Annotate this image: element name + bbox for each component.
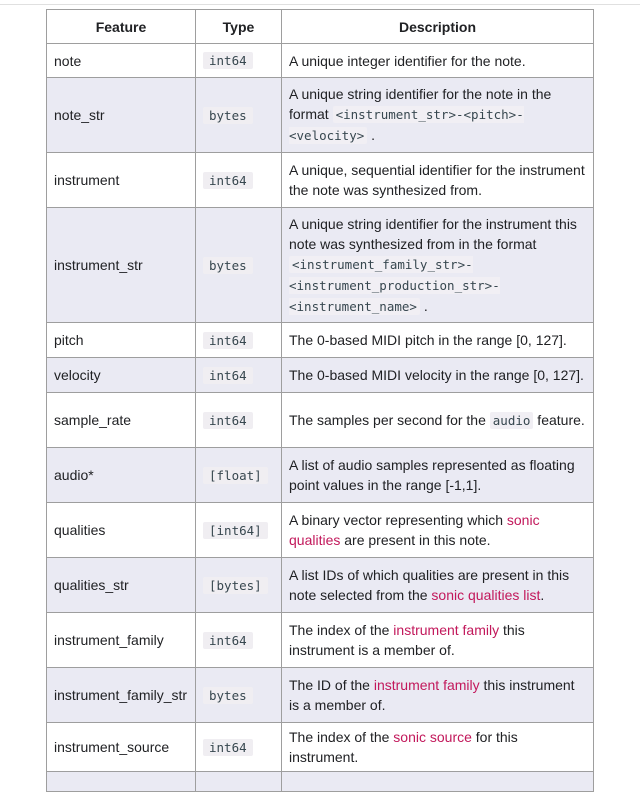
top-divider <box>0 4 640 5</box>
description-link[interactable]: instrument family <box>393 622 500 638</box>
type-badge: bytes <box>203 257 253 274</box>
type-cell <box>196 358 282 393</box>
type-badge: [float] <box>203 467 268 484</box>
type-badge: int64 <box>203 412 253 429</box>
type-cell <box>196 448 282 503</box>
table-row <box>47 323 594 358</box>
description-cell <box>282 44 594 78</box>
type-cell <box>196 723 282 772</box>
description-text: The index of the <box>289 729 394 745</box>
table-row <box>47 153 594 208</box>
description-link[interactable]: sonic qualities <box>289 512 540 548</box>
feature-cell: note_str <box>47 78 196 153</box>
header-type: Type <box>196 10 282 44</box>
feature-cell: qualities_str <box>47 558 196 613</box>
description-text: feature. <box>533 411 585 428</box>
description-link[interactable]: sonic source <box>393 729 472 745</box>
description-cell <box>282 78 594 153</box>
table-row <box>47 78 594 153</box>
description-cell <box>282 503 594 558</box>
description-text: A binary vector representing which <box>289 512 507 528</box>
type-badge: int64 <box>203 739 253 756</box>
type-badge: int64 <box>203 632 253 649</box>
feature-cell: instrument_family_str <box>47 668 196 723</box>
feature-cell: sample_rate <box>47 393 196 448</box>
description-text: A unique, sequential identifier for the instrument the note was synthesized from. <box>289 162 585 198</box>
description-text: . <box>419 297 428 314</box>
table-row <box>47 44 594 78</box>
description-cell <box>282 393 594 448</box>
description-text: A unique integer identifier for the note. <box>289 52 526 69</box>
type-cell <box>196 558 282 613</box>
description-text: The 0-based MIDI velocity in the range [0, 127]. <box>289 367 584 383</box>
feature-cell: qualities <box>47 503 196 558</box>
type-cell <box>196 613 282 668</box>
table-row <box>47 393 594 448</box>
description-text: A list IDs of which qualities are present in this note selected from the <box>289 567 570 603</box>
feature-cell: instrument_family <box>47 613 196 668</box>
description-link[interactable]: instrument family <box>373 677 480 693</box>
type-cell <box>196 503 282 558</box>
feature-cell: instrument_source <box>47 723 196 772</box>
description-text: for this instrument. <box>289 729 518 765</box>
table-row <box>47 208 594 323</box>
type-cell <box>196 153 282 208</box>
type-cell <box>196 668 282 723</box>
table-row <box>47 558 594 613</box>
feature-cell: note <box>47 44 196 78</box>
description-cell <box>282 668 594 723</box>
description-text: The ID of the <box>289 677 374 693</box>
description-text: The 0-based MIDI pitch in the range [0, 127]. <box>289 332 567 348</box>
feature-cell: instrument <box>47 153 196 208</box>
features-table <box>46 9 594 792</box>
table-header-row <box>47 10 594 44</box>
header-description: Description <box>282 10 594 44</box>
table-row <box>47 613 594 668</box>
description-cell <box>282 558 594 613</box>
type-badge: int64 <box>203 367 253 384</box>
feature-cell: audio* <box>47 448 196 503</box>
table-row <box>47 358 594 393</box>
description-text: A list of audio samples represented as floating point values in the range [-1,1]. <box>289 457 575 493</box>
description-text: . <box>540 587 545 603</box>
feature-cell <box>47 772 196 792</box>
table-row <box>47 668 594 723</box>
type-badge: int64 <box>203 172 253 189</box>
feature-cell: velocity <box>47 358 196 393</box>
type-badge: [int64] <box>203 522 268 539</box>
description-text: . <box>367 127 376 143</box>
description-cell <box>282 448 594 503</box>
type-badge: int64 <box>203 52 253 69</box>
type-cell <box>196 323 282 358</box>
description-text: A unique string identifier for the instrument this note was synthesized from in the format <box>289 215 577 252</box>
description-link[interactable]: sonic qualities list <box>431 587 541 603</box>
description-cell <box>282 772 594 792</box>
inline-code: audio <box>490 412 534 429</box>
description-cell <box>282 613 594 668</box>
table-row <box>47 772 594 792</box>
feature-cell: pitch <box>47 323 196 358</box>
description-text: are present in this note. <box>340 532 491 548</box>
type-cell <box>196 393 282 448</box>
description-text: this instrument is a member of. <box>289 622 525 658</box>
inline-code: <instrument_str>-<pitch>-<velocity> <box>289 107 524 143</box>
description-cell <box>282 153 594 208</box>
description-text: A unique string identifier for the note in the format <box>289 86 552 122</box>
description-text: The index of the <box>289 622 394 638</box>
type-cell <box>196 78 282 153</box>
type-badge: [bytes] <box>203 577 268 594</box>
description-cell <box>282 358 594 393</box>
type-cell <box>196 44 282 78</box>
type-badge: int64 <box>203 332 253 349</box>
type-badge: bytes <box>203 687 253 704</box>
description-text: this instrument is a member of. <box>289 677 575 713</box>
description-text: The samples per second for the <box>289 411 490 428</box>
description-cell <box>282 723 594 772</box>
table-row <box>47 503 594 558</box>
feature-cell: instrument_str <box>47 208 196 323</box>
description-cell <box>282 208 594 323</box>
header-feature: Feature <box>47 10 196 44</box>
table-row <box>47 448 594 503</box>
type-cell <box>196 772 282 792</box>
type-badge: bytes <box>203 107 253 124</box>
type-cell <box>196 208 282 323</box>
description-cell <box>282 323 594 358</box>
table-row <box>47 723 594 772</box>
inline-code: <instrument_family_str>-<instrument_production_str>-<instrument_name> <box>289 256 500 314</box>
